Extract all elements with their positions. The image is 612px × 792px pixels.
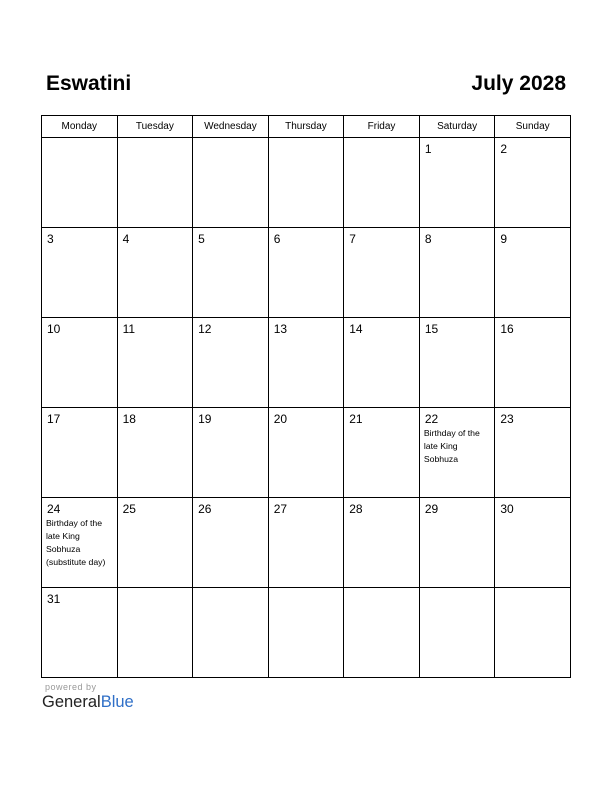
week-row <box>42 408 571 498</box>
day-number: 30 <box>500 502 514 516</box>
day-number: 27 <box>273 502 288 516</box>
day-number <box>344 138 419 143</box>
day-number: 17 <box>47 412 61 426</box>
day-cell <box>193 138 269 228</box>
weekday-header: Saturday <box>419 116 495 138</box>
day-cell <box>419 588 495 678</box>
day-cell <box>419 408 495 498</box>
day-number: 31 <box>47 592 61 606</box>
day-cell <box>495 138 571 228</box>
brand-blue-text: Blue <box>100 693 134 711</box>
day-cell <box>419 228 495 318</box>
day-number: 28 <box>349 502 363 516</box>
day-number: 20 <box>273 412 288 426</box>
day-number <box>420 588 495 593</box>
day-cell <box>117 228 193 318</box>
week-row <box>42 318 571 408</box>
day-number: 18 <box>122 412 136 426</box>
weekday-header: Tuesday <box>117 116 193 138</box>
day-number: 9 <box>500 232 508 246</box>
day-cell <box>495 588 571 678</box>
day-number: 25 <box>122 502 136 516</box>
calendar-grid <box>41 115 571 678</box>
day-number <box>42 138 117 143</box>
day-number: 6 <box>273 232 281 246</box>
day-cell <box>344 588 420 678</box>
day-cell <box>117 498 193 588</box>
day-number: 4 <box>122 232 130 246</box>
day-number: 23 <box>500 412 514 426</box>
day-number <box>344 588 419 593</box>
day-number <box>118 588 193 593</box>
day-cell <box>268 408 344 498</box>
calendar-header <box>42 72 570 100</box>
weekday-header: Friday <box>344 116 420 138</box>
day-cell <box>193 228 269 318</box>
day-cell <box>42 318 118 408</box>
weekday-header-row <box>42 116 571 138</box>
day-number: 21 <box>349 412 363 426</box>
day-number: 22 <box>424 412 439 426</box>
week-row <box>42 498 571 588</box>
day-number: 7 <box>349 232 356 246</box>
day-number: 14 <box>349 322 363 336</box>
day-cell <box>419 318 495 408</box>
day-number: 16 <box>500 322 514 336</box>
day-number <box>193 588 268 593</box>
day-number: 2 <box>500 142 508 156</box>
generalblue-logo-link[interactable] <box>42 693 134 712</box>
day-cell <box>344 408 420 498</box>
day-cell <box>268 138 344 228</box>
day-number: 8 <box>424 232 432 246</box>
day-cell <box>495 318 571 408</box>
day-cell <box>42 138 118 228</box>
day-cell <box>268 588 344 678</box>
day-number: 15 <box>424 322 439 336</box>
day-number <box>118 138 193 143</box>
day-cell <box>193 408 269 498</box>
day-number: 26 <box>198 502 212 516</box>
day-cell <box>193 318 269 408</box>
day-number: 12 <box>198 322 212 336</box>
month-year-title: July 2028 <box>471 72 566 95</box>
powered-by-text: powered by <box>45 682 97 692</box>
day-number: 5 <box>198 232 205 246</box>
day-cell <box>495 408 571 498</box>
day-number: 3 <box>47 232 54 246</box>
weekday-header: Sunday <box>495 116 571 138</box>
week-row <box>42 588 571 678</box>
day-cell <box>193 588 269 678</box>
day-cell <box>117 408 193 498</box>
weekday-header: Wednesday <box>193 116 269 138</box>
day-cell <box>42 588 118 678</box>
day-cell <box>495 498 571 588</box>
day-cell <box>344 498 420 588</box>
day-cell <box>42 228 118 318</box>
day-cell <box>268 228 344 318</box>
day-cell <box>419 498 495 588</box>
day-number <box>193 138 268 143</box>
day-cell <box>117 588 193 678</box>
day-cell <box>344 318 420 408</box>
day-number <box>495 588 570 593</box>
day-cell <box>344 228 420 318</box>
day-cell <box>117 138 193 228</box>
day-cell <box>193 498 269 588</box>
day-number <box>269 588 344 593</box>
weekday-header: Thursday <box>268 116 344 138</box>
day-cell <box>42 498 118 588</box>
day-cell <box>42 408 118 498</box>
day-number: 19 <box>198 412 212 426</box>
day-number: 11 <box>122 322 136 336</box>
day-cell <box>268 318 344 408</box>
country-title: Eswatini <box>46 72 132 95</box>
day-cell <box>117 318 193 408</box>
day-number: 24 <box>47 502 61 516</box>
holiday-label: Birthday of the late King Sobhuza (substitute day) <box>46 518 106 567</box>
day-number: 10 <box>47 322 61 336</box>
day-cell <box>495 228 571 318</box>
day-cell <box>344 138 420 228</box>
holiday-label: Birthday of the late King Sobhuza <box>423 428 480 464</box>
day-cell <box>268 498 344 588</box>
week-row <box>42 228 571 318</box>
brand-general-text: General <box>42 693 101 711</box>
weekday-header: Monday <box>42 116 118 138</box>
day-number: 13 <box>273 322 288 336</box>
day-number <box>269 138 344 143</box>
day-number: 1 <box>424 142 432 156</box>
day-cell <box>419 138 495 228</box>
day-number: 29 <box>424 502 439 516</box>
week-row <box>42 138 571 228</box>
